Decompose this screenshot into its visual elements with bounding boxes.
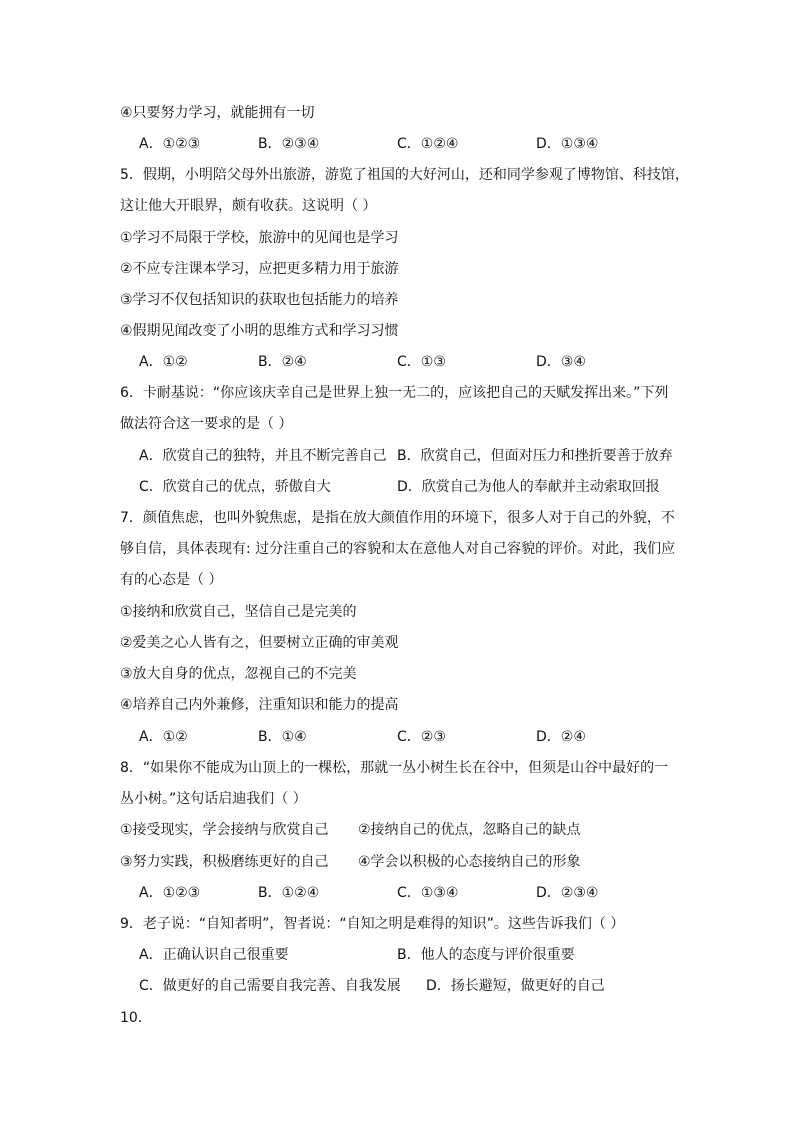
q7-stem-line-2: 够自信，具体表现有: 过分注重自己的容貌和太在意他人对自己容貌的评价。对此，我们应 <box>120 541 676 557</box>
q5-item-2: ②不应专注课本学习，应把更多精力用于旅游 <box>120 261 399 277</box>
q5-option-c: C．①③ <box>397 354 446 370</box>
q9-option-b: B．他人的态度与评价很重要 <box>397 947 575 963</box>
q7-item-3: ③放大自身的优点，忽视自己的不完美 <box>120 666 357 682</box>
q5-item-3: ③学习不仅包括知识的获取也包括能力的培养 <box>120 292 399 308</box>
q7-item-1: ①接纳和欣赏自己，坚信自己是完美的 <box>120 604 357 620</box>
q4-item-4: ④只要努力学习，就能拥有一切 <box>120 105 315 121</box>
q6-option-c: C．欣赏自己的优点，骄傲自大 <box>139 479 331 495</box>
q7-option-c: C．②③ <box>397 729 446 745</box>
q8-option-a: A．①②③ <box>139 885 201 901</box>
q4-option-b: B．②③④ <box>258 136 320 152</box>
q8-stem-line-1: 8．“如果你不能成为山顶上的一棵松，那就一丛小树生长在谷中，但须是山谷中最好的一 <box>120 760 669 776</box>
q10-number: 10． <box>120 1010 152 1026</box>
q8-item-1: ①接受现实，学会接纳与欣赏自己 <box>120 822 329 838</box>
q4-option-c: C．①②④ <box>397 136 459 152</box>
q6-stem-line-2: 做法符合这一要求的是（ ） <box>120 416 293 432</box>
q7-option-d: D．②④ <box>536 729 586 745</box>
q8-option-b: B．①②④ <box>258 885 320 901</box>
q9-option-d: D．扬长避短，做更好的自己 <box>426 978 605 994</box>
q8-item-3: ③努力实践，积极磨练更好的自己 <box>120 854 329 870</box>
q5-item-4: ④假期见闻改变了小明的思维方式和学习习惯 <box>120 323 399 339</box>
q6-option-b: B．欣赏自己，但面对压力和挫折要善于放弃 <box>397 448 673 464</box>
q5-item-1: ①学习不局限于学校，旅游中的见闻也是学习 <box>120 230 399 246</box>
q5-option-b: B．②④ <box>258 354 307 370</box>
q9-option-c: C．做更好的自己需要自我完善、自我发展 <box>139 978 401 994</box>
q7-option-b: B．①④ <box>258 729 307 745</box>
q8-stem-line-2: 丛小树。”这句话启迪我们（ ） <box>120 791 307 807</box>
q5-stem-line-2: 这让他大开眼界，颇有收获。这说明（ ） <box>120 198 377 214</box>
q9-stem: 9．老子说：“自知者明”，智者说：“自知之明是难得的知识”。这些告诉我们（ ） <box>120 916 625 932</box>
q5-stem-line-1: 5．假期，小明陪父母外出旅游，游览了祖国的大好河山，还和同学参观了博物馆、科技馆， <box>120 167 689 183</box>
q5-option-d: D．③④ <box>536 354 586 370</box>
q7-stem-line-3: 有的心态是（ ） <box>120 572 223 588</box>
q7-item-2: ②爱美之心人皆有之，但要树立正确的审美观 <box>120 635 399 651</box>
q8-option-d: D．②③④ <box>536 885 599 901</box>
q6-stem-line-1: 6．卡耐基说：“你应该庆幸自己是世界上独一无二的，应该把自己的天赋发挥出来。”下列 <box>120 385 669 401</box>
q8-option-c: C．①③④ <box>397 885 459 901</box>
q5-option-a: A．①② <box>139 354 188 370</box>
q8-item-4: ④学会以积极的心态接纳自己的形象 <box>358 854 581 870</box>
q6-option-a: A．欣赏自己的独特，并且不断完善自己 <box>139 448 387 464</box>
q4-option-d: D．①③④ <box>536 136 599 152</box>
q7-item-4: ④培养自己内外兼修，注重知识和能力的提高 <box>120 697 399 713</box>
q7-option-a: A．①② <box>139 729 188 745</box>
q8-item-2: ②接纳自己的优点，忽略自己的缺点 <box>358 822 581 838</box>
q7-stem-line-1: 7．颜值焦虑，也叫外貌焦虑，是指在放大颜值作用的环境下，很多人对于自己的外貌，不 <box>120 510 675 526</box>
q4-option-a: A．①②③ <box>139 136 201 152</box>
q6-option-d: D．欣赏自己为他人的奉献并主动索取回报 <box>397 479 660 495</box>
q9-option-a: A．正确认识自己很重要 <box>139 947 289 963</box>
